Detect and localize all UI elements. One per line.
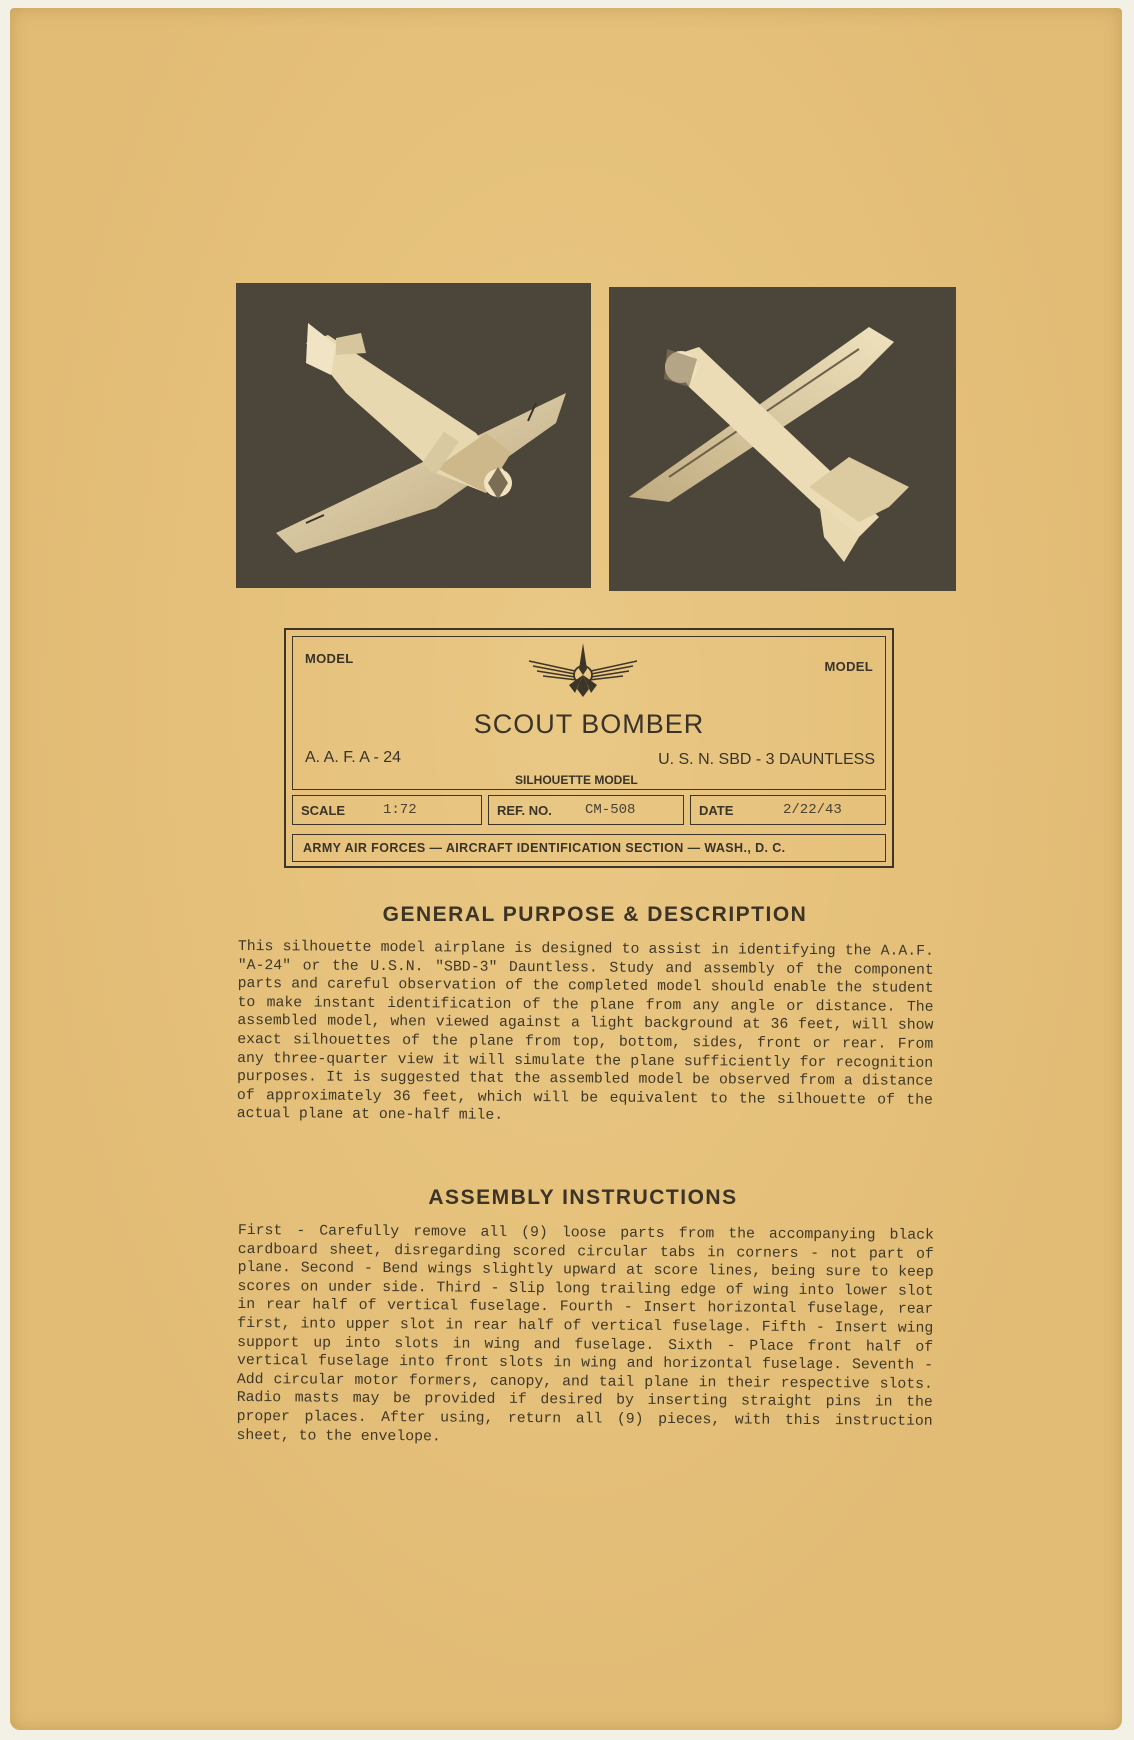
model-plane-photo-left (236, 283, 591, 588)
model-info-row (292, 795, 886, 827)
model-plane-photo-icon (236, 283, 591, 588)
model-label-header (292, 636, 886, 790)
aaf-designation: A. A. F. A - 24 (305, 749, 402, 766)
ref-label: REF. NO. (497, 803, 552, 818)
scale-value: 1:72 (383, 802, 417, 818)
model-plane-photo-icon (609, 287, 956, 591)
date-cell (690, 795, 886, 825)
envelope-sheet (10, 8, 1122, 1730)
model-plane-photo-right (609, 287, 956, 591)
usn-designation: U. S. N. SBD - 3 DAUNTLESS (658, 751, 875, 768)
model-title: SCOUT BOMBER (473, 709, 705, 739)
assembly-instructions-heading: ASSEMBLY INSTRUCTIONS (428, 1186, 738, 1209)
date-value: 2/22/43 (783, 802, 842, 818)
ref-value: CM-508 (585, 802, 636, 818)
issuer-text: ARMY AIR FORCES — AIRCRAFT IDENTIFICATION SECTION — WASH., D. C. (303, 841, 786, 855)
ref-cell (488, 795, 684, 825)
date-label: DATE (699, 803, 734, 818)
model-label-box (284, 628, 894, 868)
scale-cell (292, 795, 482, 825)
model-label-left: MODEL (305, 651, 354, 666)
assembly-instructions-text: First - Carefully remove all (9) loose parts from the accompanying black cardboard sheet, disregarding scored circular tabs in corners - not part of plane. Second - Bend wings slightly upward at score lines, being sure to keep scores on under side. Third - Slip long trailing edge of wing into lower slot in rear half of vertical fuselage. Fourth - Insert horizontal fuselage, rear first, into upper slot in rear half of vertical fuselage. Fifth - Insert wing support up into slots in wing and fuselage. Sixth - Place front half of vertical fuselage into front slots in wing and horizontal fuselage. Seventh - Add circular motor formers, canopy, and tail plane in their respective slots. Radio masts may be provided if desired by inserting straight pins in the proper places. After using, return all (9) pieces, with this instruction sheet, to the envelope. (236, 1223, 934, 1445)
general-purpose-text: This silhouette model airplane is designed to assist in identifying the A.A.F. "A-24" or the U.S.N. "SBD-3" Dauntless. Study and assembly of the component parts and careful observation of the completed model should enable the student to make instant identification of the plane from any angle or distance. The assembled model, when viewed against a light background at 36 feet, will show exact silhouettes of the plane from top, bottom, sides, front or rear. From any three-quarter view it will simulate the plane sufficiently for recognition purposes. It is suggested that the assembled model be observed from a distance of approximately 36 feet, which will be equivalent to the silhouette of the actual plane at one-half mile. (236, 939, 934, 1125)
issuer-footer (292, 834, 886, 862)
scale-label: SCALE (301, 803, 346, 818)
model-label-right: MODEL (824, 659, 873, 674)
winged-propeller-insignia-icon (525, 641, 641, 701)
model-subtitle: SILHOUETTE MODEL (515, 773, 638, 787)
general-purpose-heading: GENERAL PURPOSE & DESCRIPTION (382, 903, 808, 926)
